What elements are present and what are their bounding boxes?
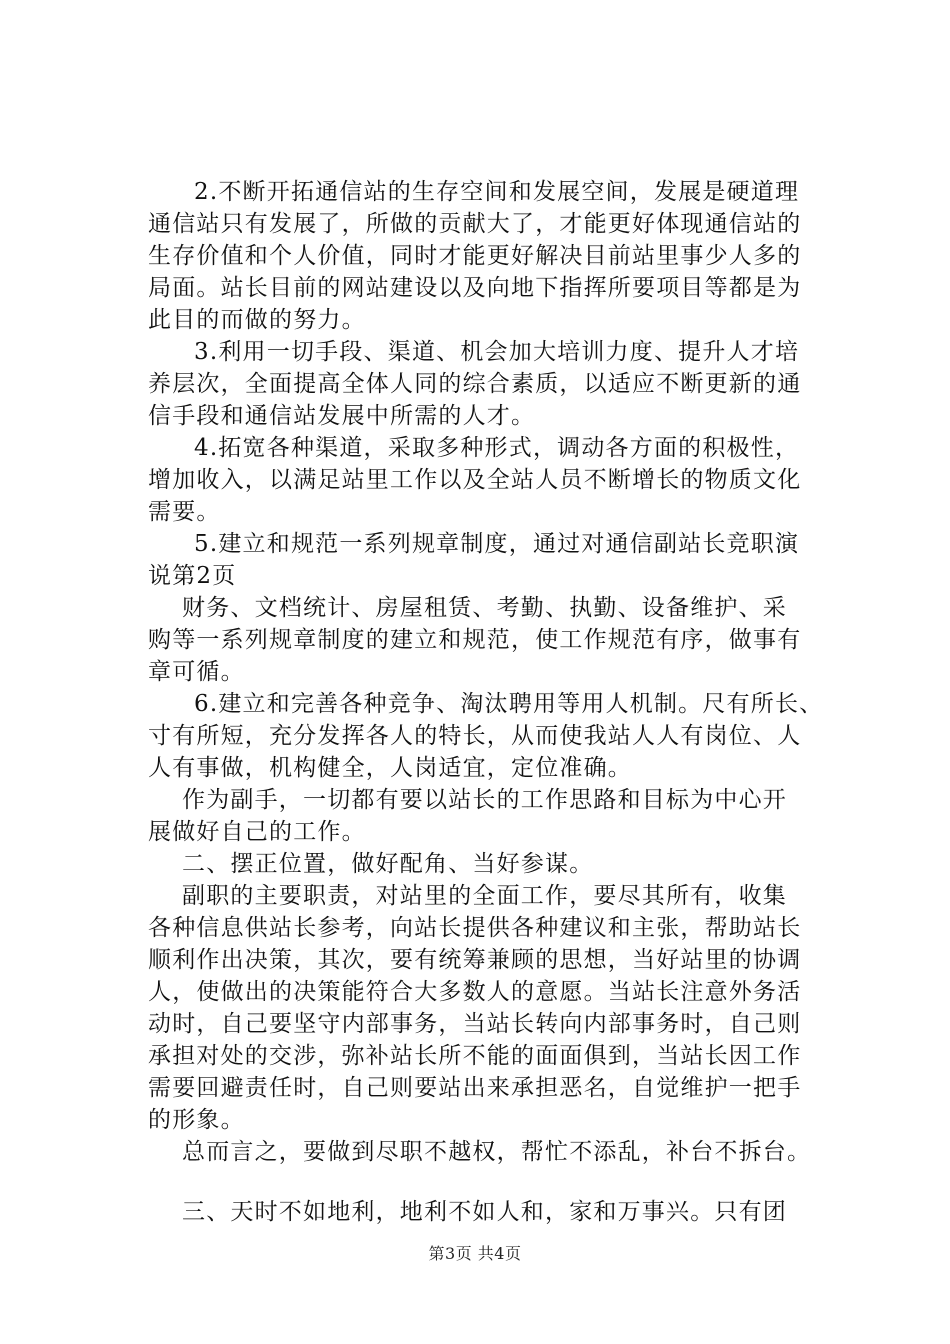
paragraph-deputy-role bbox=[148, 784, 848, 848]
section-heading-two bbox=[148, 848, 848, 880]
text-line: 各种信息供站长参考，向站长提供各种建议和主张，帮助站长 bbox=[148, 915, 802, 941]
text-line: 寸有所短，充分发挥各人的特长，从而使我站人人有岗位、人 bbox=[148, 723, 802, 749]
text-line: 财务、文档统计、房屋租赁、考勤、执勤、设备维护、采 bbox=[182, 595, 787, 621]
text-line: 局面。站长目前的网站建设以及向地下指挥所要项目等都是为 bbox=[148, 275, 802, 301]
text-line: 通信站只有发展了，所做的贡献大了，才能更好体现通信站的 bbox=[148, 211, 802, 237]
text-line: 6.建立和完善各种竞争、淘汰聘用等用人机制。尺有所长、 bbox=[194, 691, 824, 717]
page-number-indicator: 第3页 共4页 bbox=[428, 1244, 522, 1263]
paragraph-item-3 bbox=[148, 336, 848, 432]
section-heading-text: 二、摆正位置，做好配角、当好参谋。 bbox=[182, 851, 594, 877]
text-line: 承担对处的交涉，弥补站长所不能的面面俱到，当站长因工作 bbox=[148, 1043, 802, 1069]
text-line: 人有事做，机构健全，人岗适宜，定位准确。 bbox=[148, 755, 632, 781]
text-line: 养层次，全面提高全体人同的综合素质，以适应不断更新的通 bbox=[148, 371, 802, 397]
section-heading-text: 三、天时不如地利，地利不如人和，家和万事兴。只有团 bbox=[182, 1199, 787, 1225]
text-line: 生存价值和个人价值，同时才能更好解决目前站里事少人多的 bbox=[148, 243, 802, 269]
paragraph-item-2 bbox=[148, 176, 848, 336]
document-body bbox=[148, 176, 848, 1228]
text-line: 需要。 bbox=[148, 499, 221, 525]
text-line: 人，使做出的决策能符合大多数人的意愿。当站长注意外务活 bbox=[148, 979, 802, 1005]
paragraph-item-6 bbox=[148, 688, 848, 784]
text-line: 总而言之，要做到尽职不越权，帮忙不添乱，补台不拆台。 bbox=[182, 1139, 812, 1165]
text-line: 副职的主要职责，对站里的全面工作，要尽其所有，收集 bbox=[182, 883, 787, 909]
paragraph-item-5 bbox=[148, 528, 848, 592]
paragraph-item-4 bbox=[148, 432, 848, 528]
text-line: 需要回避责任时，自己则要站出来承担恶名，自觉维护一把手 bbox=[148, 1075, 802, 1101]
text-line: 展做好自己的工作。 bbox=[148, 819, 366, 845]
text-line: 购等一系列规章制度的建立和规范，使工作规范有序，做事有 bbox=[148, 627, 802, 653]
text-line: 信手段和通信站发展中所需的人才。 bbox=[148, 403, 536, 429]
text-line: 章可循。 bbox=[148, 659, 245, 685]
paragraph-item-5-continued bbox=[148, 592, 848, 688]
text-line: 5.建立和规范一系列规章制度，通过对通信副站长竞职演 bbox=[194, 531, 800, 557]
text-line: 说第2页 bbox=[148, 563, 237, 589]
text-line: 2.不断开拓通信站的生存空间和发展空间，发展是硬道理 bbox=[194, 179, 800, 205]
text-line: 的形象。 bbox=[148, 1107, 245, 1133]
paragraph-gap bbox=[148, 1168, 848, 1196]
section-heading-three bbox=[148, 1196, 848, 1228]
page-footer bbox=[0, 1244, 950, 1264]
text-line: 4.拓宽各种渠道，采取多种形式，调动各方面的积极性， bbox=[194, 435, 800, 461]
text-line: 顺利作出决策，其次，要有统筹兼顾的思想，当好站里的协调 bbox=[148, 947, 802, 973]
text-line: 动时，自己要坚守内部事务，当站长转向内部事务时，自己则 bbox=[148, 1011, 802, 1037]
paragraph-duties bbox=[148, 880, 848, 1136]
text-line: 3.利用一切手段、渠道、机会加大培训力度、提升人才培 bbox=[194, 339, 800, 365]
text-line: 增加收入，以满足站里工作以及全站人员不断增长的物质文化 bbox=[148, 467, 802, 493]
paragraph-summary bbox=[148, 1136, 848, 1168]
text-line: 此目的而做的努力。 bbox=[148, 307, 366, 333]
text-line: 作为副手，一切都有要以站长的工作思路和目标为中心开 bbox=[182, 787, 787, 813]
